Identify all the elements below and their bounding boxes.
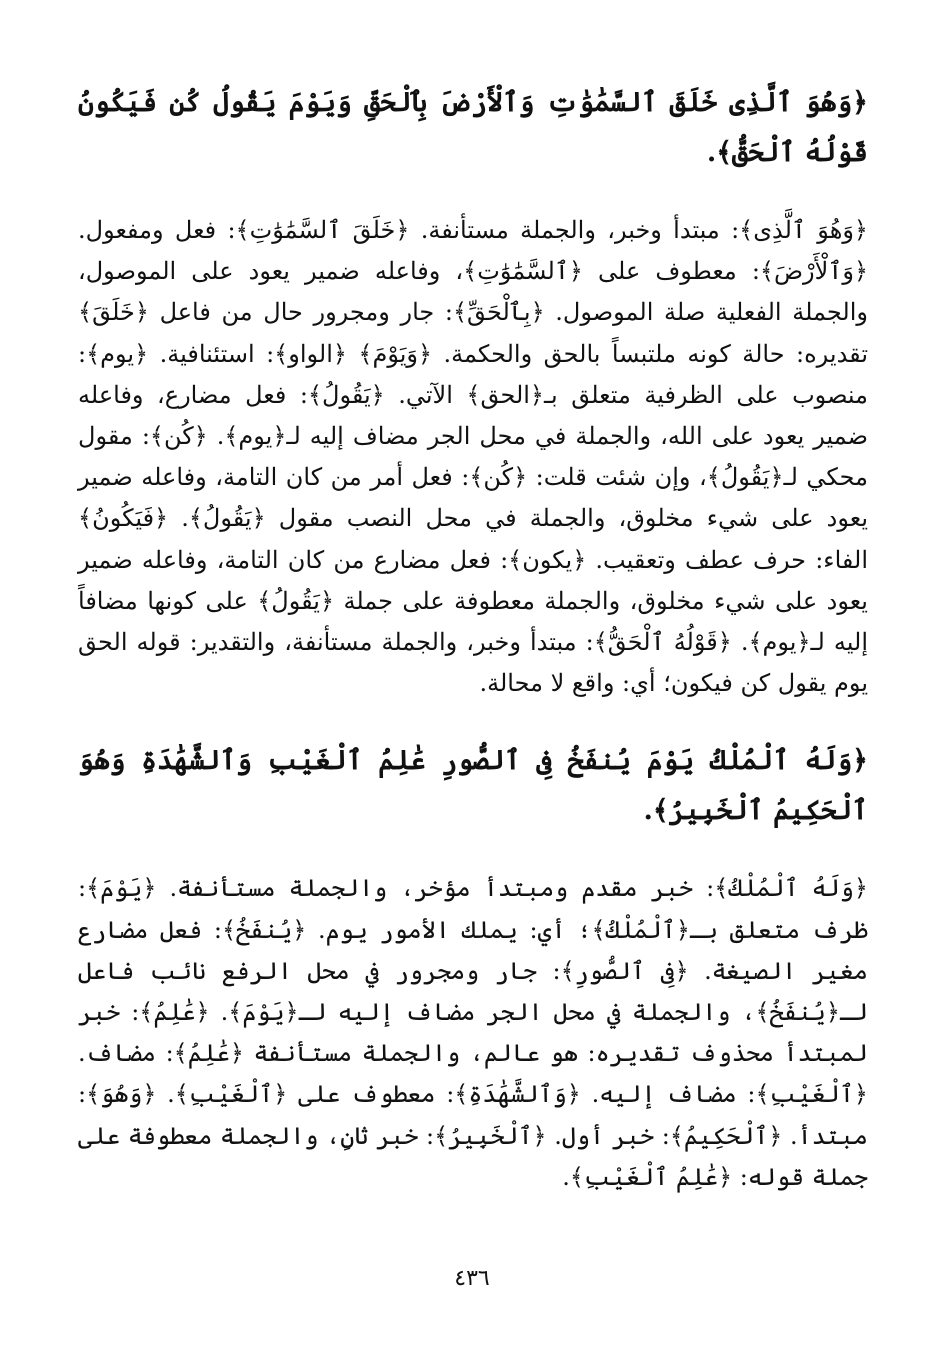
quran-verse-2: ﴿وَلَهُ ٱلْمُلْكُ يَوْمَ يُنفَخُ فِى ٱلصُّورِ عَٰلِمُ ٱلْغَيْبِ وَٱلشَّهَٰدَةِ وَهُوَ ٱلْحَكِيمُ ٱلْخَبِيرُ﴾. (78, 745, 868, 827)
quran-verse-1: ﴿وَهُوَ ٱلَّذِى خَلَقَ ٱلسَّمَٰوَٰتِ وَٱلْأَرْضَ بِٱلْحَقِّ وَيَوْمَ يَقُولُ كُن فَيَكُونُ قَوْلُهُ ٱلْحَقُّ﴾. (78, 87, 868, 168)
grammar-analysis-1: ﴿وَهُوَ ٱلَّذِى﴾: مبتدأ وخبر، والجملة مستأنفة. ﴿خَلَقَ ٱلسَّمَٰوَٰتِ﴾: فعل ومفعول. ﴿وَٱلْأَرْضَ﴾: معطوف على ﴿ٱلسَّمَٰوَٰتِ﴾، وفاعله ضمير يعود على الموصول، والجملة الفعلية صلة الموصول. ﴿بِٱلْحَقِّ﴾: جار ومجرور حال من فاعل ﴿خَلَقَ﴾ تقديره: حالة كونه ملتبساً بالحق والحكمة. ﴿وَيَوْمَ﴾ ﴿الواو﴾: استئنافية. ﴿يوم﴾: منصوب على الظرفية متعلق بـ﴿الحق﴾ الآتي. ﴿يَقُولُ﴾: فعل مضارع، وفاعله ضمير يعود على الله، والجملة في محل الجر مضاف إليه لـ﴿يوم﴾. ﴿كُن﴾: مقول محكي لـ﴿يَقُولُ﴾، وإن شئت قلت: ﴿كُن﴾: فعل أمر من كان التامة، وفاعله ضمير يعود على شيء مخلوق، والجملة في محل النصب مقول ﴿يَقُولُ﴾. ﴿فَيَكُونُ﴾ الفاء: حرف عطف وتعقيب. ﴿يكون﴾: فعل مضارع من كان التامة، وفاعله ضمير يعود على شيء مخلوق، والجملة معطوفة على جملة ﴿يَقُولُ﴾ على كونها مضافاً إليه لـ﴿يوم﴾. ﴿قَوْلُهُ ٱلْحَقُّ﴾: مبتدأ وخبر، والجملة مستأنفة، والتقدير: قوله الحق يوم يقول كن فيكون؛ أي: واقع لا محالة. (78, 216, 868, 698)
book-page (78, 78, 868, 1298)
grammar-analysis-2: ﴿وَلَهُ ٱلْمُلْكُ﴾: خبر مقدم ومبتدأ مؤخر، والجملة مستأنفة. ﴿يَوْمَ﴾: ظرف متعلق بـ﴿ٱلْمُلْكُ﴾؛ أي: يملك الأمور يوم. ﴿يُنفَخُ﴾: فعل مضارع مغير الصيغة. ﴿فِى ٱلصُّورِ﴾: جار ومجرور في محل الرفع نائب فاعل لـ﴿يُنفَخُ﴾، والجملة في محل الجر مضاف إليه لـ﴿يَوْمَ﴾. ﴿عَٰلِمُ﴾: خبر لمبتدأ محذوف تقديره: هو عالم، والجملة مستأنفة ﴿عَٰلِمُ﴾: مضاف. ﴿ٱلْغَيْبِ﴾: مضاف إليه. ﴿وَٱلشَّهَٰدَةِ﴾: معطوف على ﴿ٱلْغَيْبِ﴾. ﴿وَهُوَ﴾: مبتدأ. ﴿ٱلْحَكِيمُ﴾: خبر أول. ﴿ٱلْخَبِيرُ﴾: خبر ثانٍ، والجملة معطوفة على جملة قوله: ﴿عَٰلِمُ ٱلْغَيْبِ﴾. (78, 874, 868, 1191)
page-number: ٤٣٦ (454, 1266, 490, 1291)
